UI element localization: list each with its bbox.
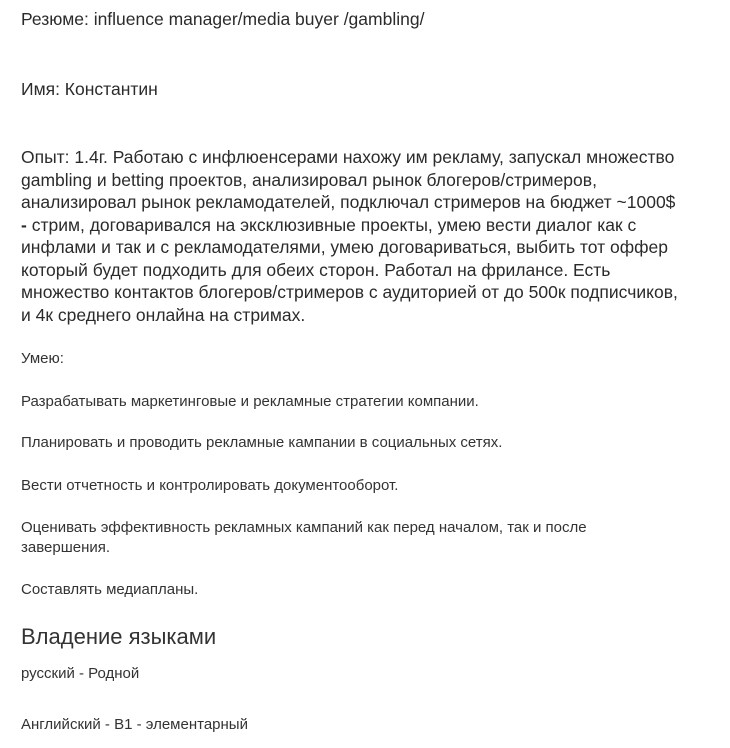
experience-paragraph [21, 146, 721, 326]
resume-title: Резюме: influence manager/media buyer /gambling/ [21, 9, 425, 29]
experience-line: анализировал рынок рекламодателей, подключал стримеров на бюджет ~1000$ [21, 192, 676, 212]
experience-line: множество контактов блогеров/стримеров с аудиторией от до 500к подписчиков, [21, 282, 678, 302]
name-line: Имя: Константин [21, 79, 158, 99]
experience-line: и 4к среднего онлайна на стримах. [21, 304, 306, 325]
language-item: Английский - B1 - элементарный [21, 716, 248, 733]
skills-label: Умею: [21, 350, 64, 367]
skill-item: Планировать и проводить рекламные кампании в социальных сетях. [21, 434, 503, 451]
experience-line: Опыт: 1.4г. Работаю с инфлюенсерами нахожу им рекламу, запускал множество [21, 147, 675, 167]
experience-line: gambling и betting проектов, анализировал рынок блогеров/стримеров, [21, 169, 597, 190]
language-item: русский - Родной [21, 665, 140, 682]
experience-line: - стрим, договаривался на эксклюзивные проекты, умею вести диалог как с [21, 214, 637, 235]
skill-item: Оценивать эффективность рекламных кампаний как перед началом, так и после завершения. [21, 519, 587, 556]
skill-item: Составлять медиапланы. [21, 581, 199, 598]
experience-line: инфлами и так и с рекламодателями, умею договариваться, выбить тот оффер [21, 237, 668, 257]
skill-item: Вести отчетность и контролировать документооборот. [21, 477, 399, 494]
bold-dash: - [21, 214, 27, 235]
experience-line: который будет подходить для обеих сторон. Работал на фрилансе. Есть [21, 259, 611, 280]
languages-heading: Владение языками [21, 624, 217, 649]
skill-item: Разрабатывать маркетинговые и рекламные стратегии компании. [21, 393, 479, 410]
